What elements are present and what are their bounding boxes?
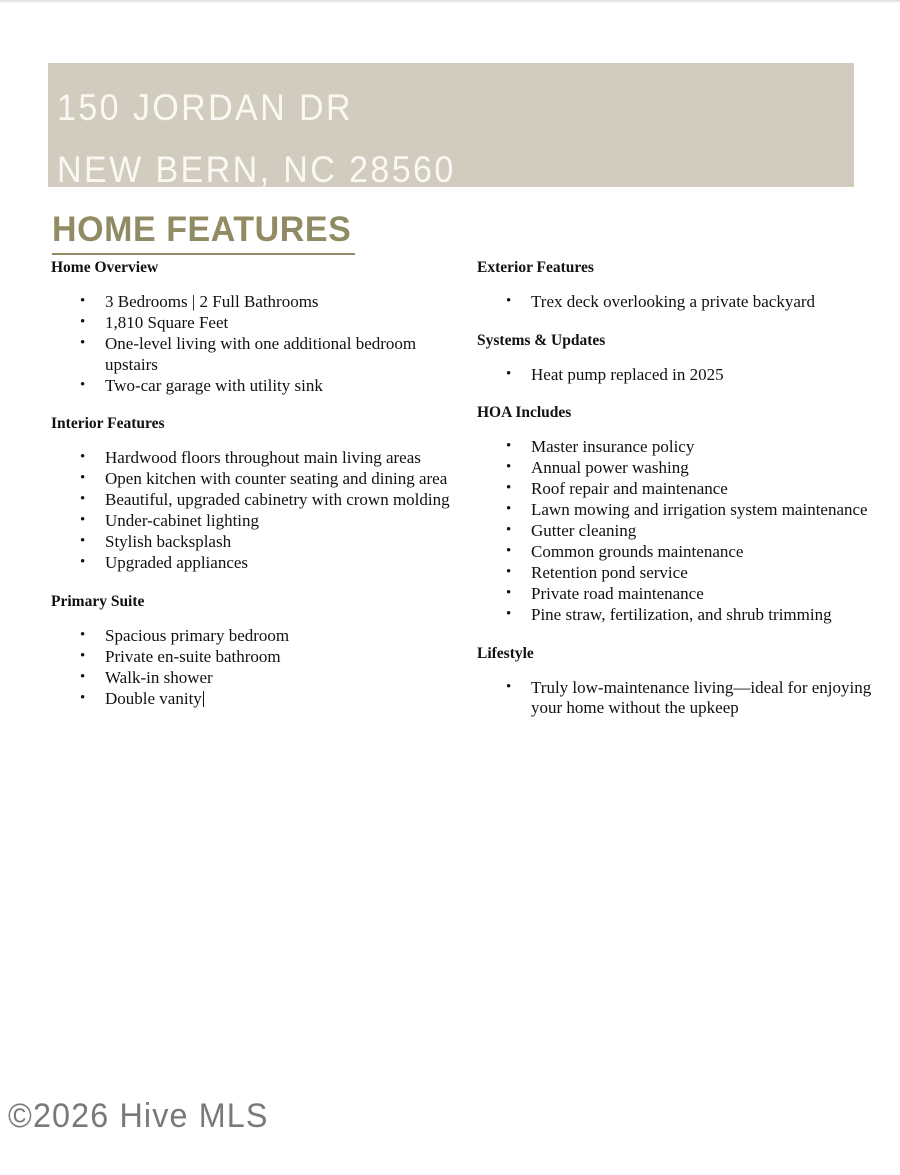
right-column — [477, 258, 877, 719]
section-heading: Home Overview — [51, 259, 159, 276]
feature-list — [51, 448, 451, 574]
section-home-overview — [51, 258, 451, 396]
page-title: HOME FEATURES — [52, 210, 352, 249]
section-heading: Interior Features — [51, 415, 165, 432]
list-item: • Gutter cleaning — [477, 521, 877, 542]
address-line-city-state-zip: NEW BERN, NC 28560 — [57, 149, 456, 190]
home-features-heading-block — [52, 210, 362, 255]
feature-list — [477, 365, 877, 386]
list-item: • Roof repair and maintenance — [477, 479, 877, 500]
list-item: • Pine straw, fertilization, and shrub trimming — [477, 605, 877, 626]
address-banner — [48, 63, 854, 190]
page-top-edge-rule — [0, 0, 900, 3]
list-item: • 3 Bedrooms | 2 Full Bathrooms — [51, 292, 451, 313]
left-column — [51, 258, 451, 710]
list-item: • Upgraded appliances — [51, 553, 451, 574]
list-item: • Under-cabinet lighting — [51, 511, 451, 532]
list-item: • Private road maintenance — [477, 584, 877, 605]
list-item: • Trex deck overlooking a private backyard — [477, 292, 877, 313]
list-item: • Master insurance policy — [477, 437, 877, 458]
section-hoa-includes — [477, 403, 877, 626]
feature-list — [51, 626, 451, 710]
list-item: • Truly low-maintenance living—ideal for enjoying your home without the upkeep — [477, 678, 877, 719]
section-heading: Systems & Updates — [477, 331, 606, 349]
section-heading: Primary Suite — [51, 592, 145, 610]
list-item: • Retention pond service — [477, 563, 877, 584]
list-item: • 1,810 Square Feet — [51, 313, 451, 334]
list-item: • Private en-suite bathroom — [51, 647, 451, 668]
list-item: • Double vanity — [51, 689, 451, 710]
list-item: • Stylish backsplash — [51, 532, 451, 553]
feature-list — [477, 678, 877, 719]
section-lifestyle — [477, 644, 877, 719]
section-heading: Lifestyle — [477, 644, 534, 662]
list-item: • Spacious primary bedroom — [51, 626, 451, 647]
list-item: • Annual power washing — [477, 458, 877, 479]
list-item: • One-level living with one additional bedroom upstairs — [51, 334, 451, 375]
section-heading: Exterior Features — [477, 259, 594, 276]
mls-watermark: ©2026 Hive MLS — [8, 1097, 269, 1135]
list-item: • Walk-in shower — [51, 668, 451, 689]
list-item: • Open kitchen with counter seating and dining area — [51, 469, 451, 490]
heading-underline — [52, 253, 355, 255]
section-heading: HOA Includes — [477, 404, 572, 421]
address-line-street: 150 JORDAN DR — [57, 87, 353, 128]
section-systems-and-updates — [477, 331, 877, 386]
section-exterior-features — [477, 258, 877, 313]
section-primary-suite — [51, 592, 451, 710]
list-item: • Heat pump replaced in 2025 — [477, 365, 877, 386]
list-item: • Two-car garage with utility sink — [51, 376, 451, 397]
list-item: • Common grounds maintenance — [477, 542, 877, 563]
feature-list — [51, 292, 451, 396]
list-item: • Lawn mowing and irrigation system maintenance — [477, 500, 877, 521]
section-interior-features — [51, 414, 451, 574]
list-item: • Beautiful, upgraded cabinetry with crown molding — [51, 490, 451, 511]
list-item: • Hardwood floors throughout main living areas — [51, 448, 451, 469]
feature-list — [477, 437, 877, 626]
text-cursor — [203, 691, 204, 707]
feature-list — [477, 292, 877, 313]
